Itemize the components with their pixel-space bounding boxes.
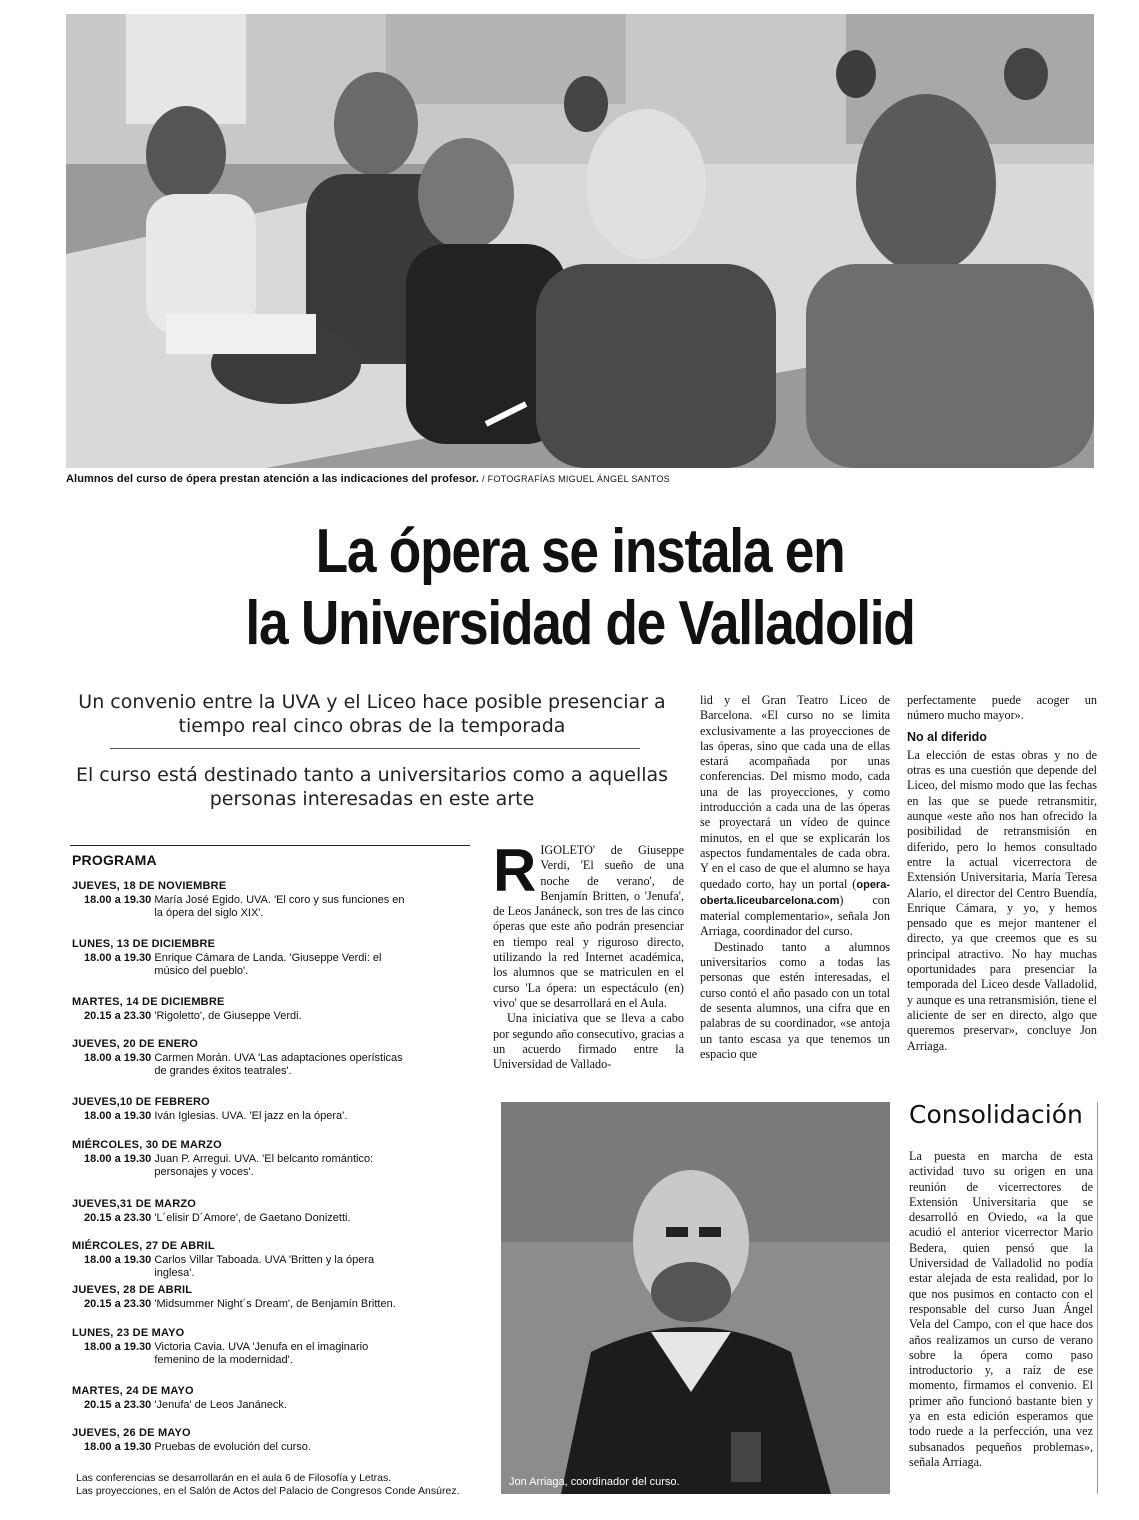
programa-row: [72, 1010, 472, 1024]
programa-date: JUEVES, 18 DE NOVIEMBRE: [72, 880, 227, 892]
programa-item: [72, 1427, 472, 1454]
programa-time: 20.15 a 23.30: [84, 1297, 152, 1310]
programa-item: [72, 1198, 472, 1225]
programa-date: LUNES, 13 DE DICIEMBRE: [72, 938, 216, 950]
programa-item: [72, 1096, 472, 1123]
portrait-photo: [501, 1102, 890, 1494]
programa-footnote: [76, 1472, 496, 1498]
programa-row: [72, 1298, 472, 1312]
programa-description: María José Egido. UVA. 'El coro y sus funciones en la ópera del siglo XIX'.: [154, 893, 405, 919]
programa-description: Carlos Villar Taboada. UVA 'Britten y la ópera inglesa'.: [154, 1253, 375, 1279]
programa-description: Carmen Morán. UVA 'Las adaptaciones operísticas de grandes éxitos teatrales'.: [154, 1051, 403, 1077]
programa-row: [72, 1153, 472, 1180]
programa-item: [72, 1327, 472, 1368]
body-column-1: [493, 837, 684, 1072]
programa-item: [72, 938, 472, 979]
programa-time: 18.00 a 19.30: [84, 951, 152, 964]
programa-item: [72, 1385, 472, 1412]
programa-time: 18.00 a 19.30: [84, 1051, 152, 1064]
footnote-line1: Las conferencias se desarrollarán en el aula 6 de Filosofía y Letras.: [76, 1472, 392, 1484]
programa-row: [72, 894, 472, 921]
programa-date: MIÉRCOLES, 27 DE ABRIL: [72, 1240, 215, 1252]
programa-date: JUEVES, 20 DE ENERO: [72, 1038, 199, 1050]
programa-date: JUEVES, 26 DE MAYO: [72, 1427, 191, 1439]
programa-time: 18.00 a 19.30: [84, 1152, 152, 1165]
sidebar-text: La puesta en marcha de esta actividad tuvo su origen en una reunión de vicerrectores de Extensión Universitaria que se desarrolló en Oviedo, «a la que acudió el anterior vicerrector Mario Bedera, quien pensó que la Universidad de Valladolid no podía estar alejada de esta realidad, por lo que nos pusimos en contacto con el responsable del curso Juan Ángel Vela del Campo, con el que hace dos años realizamos un curso de verano sobre la ópera como paso introductorio y, a raíz de ese momento, firmamos el convenio. El primer año funcionó bastante bien y ya en esta edición esperamos que todo ruede a la perfección, una vez subsanados pequeños problemas», señala Arriaga.: [909, 1149, 1093, 1469]
programa-top-rule: [70, 845, 470, 846]
col3-paragraph-2: La elección de estas obras y no de otras es una cuestión que depende del Liceo, del mismo modo que las fechas en las que se puede retransmitir, aunque «este año nos han ofrecido la posibilidad de retransmisión en diferido, pero lo hemos consultado entre la actual vicerrectora de Extensión Universitaria, María Teresa Alario, el director del Centro Buendía, Enrique Cámara, y yo, y hemos pensado que es mejor mantener el directo, ya que creemos que es su principal atractivo. No hay muchas oportunidades para presenciar la temporada del Liceo desde Valladolid, y aunque es una retransmisión, tiene el aliciente de ser en directo, algo que queremos preservar», concluye Jon Arriaga.: [907, 747, 1097, 1053]
programa-description: Enrique Cámara de Landa. 'Giuseppe Verdi: el músico del pueblo'.: [154, 951, 382, 977]
col2-paragraph-2: Destinado tanto a alumnos universitarios como a todas las personas que estén interesadas, el curso contó el año pasado con un total de sesenta alumnos, una cifra que en palabras de su coordinador, «se antoja un tanto escasa ya que tenemos un espacio que: [700, 939, 890, 1061]
programa-description: Iván Iglesias. UVA. 'El jazz en la ópera'.: [154, 1109, 348, 1122]
portal-url: opera-oberta.liceubarcelona.com: [700, 878, 890, 907]
headline-line2: la Universidad de Valladolid: [245, 589, 915, 658]
programa-time: 20.15 a 23.30: [84, 1398, 152, 1411]
sidebar-rule: [1097, 1102, 1098, 1494]
col2-paragraph-1b: ) con material complementario», señala Jon Arriaga, coordinador del curso.: [700, 892, 890, 939]
col2-paragraph-1a: lid y el Gran Teatro Liceo de Barcelona. «El curso no se limita exclusivamente a las proyecciones de las óperas, sino que cada una de ellas estará acompañada por unas conferencias. Del mismo modo, cada una de las proyecciones, y como introducción a cada una de las óperas se proyectará un vídeo de quince minutos, en el que se explicarán los aspectos fundamentales de cada obra. Y en el caso de que el alumno se haya quedado corto, hay un portal (: [700, 693, 890, 891]
programa-description: Victoria Cavia. UVA 'Jenufa en el imaginario femenino de la modernidad'.: [154, 1340, 369, 1366]
programa-description: 'Midsummer Night´s Dream', de Benjamín Britten.: [154, 1297, 396, 1310]
programa-description: Pruebas de evolución del curso.: [154, 1440, 311, 1453]
programa-item: [72, 1284, 472, 1311]
programa-time: 18.00 a 19.30: [84, 1440, 152, 1453]
programa-item: [72, 996, 472, 1023]
programa-date: JUEVES, 28 DE ABRIL: [72, 1284, 193, 1296]
deck-1: Un convenio entre la UVA y el Liceo hace posible presenciar a tiempo real cinco obras de la temporada: [78, 691, 666, 737]
programa-row: [72, 1399, 472, 1413]
programa-time: 18.00 a 19.30: [84, 1109, 152, 1122]
programa-date: JUEVES,31 DE MARZO: [72, 1198, 197, 1210]
headline-line1: La ópera se instala en: [315, 517, 845, 586]
programa-description: 'L´elisir D´Amore', de Gaetano Donizetti.: [154, 1211, 351, 1224]
programa-time: 20.15 a 23.30: [84, 1009, 152, 1022]
programa-item: [72, 1139, 472, 1180]
portrait-caption: Jon Arriaga, coordinador del curso.: [509, 1476, 680, 1488]
body-column-3: [907, 693, 1097, 1054]
programa-description: Juan P. Arregui. UVA. 'El belcanto romántico: personajes y voces'.: [154, 1152, 374, 1178]
subhead-no-al-diferido: No al diferido: [907, 729, 987, 744]
programa-time: 18.00 a 19.30: [84, 1340, 152, 1353]
footnote-line2: Las proyecciones, en el Salón de Actos del Palacio de Congresos Conde Ansúrez.: [76, 1485, 460, 1497]
body-column-2: [700, 693, 890, 1062]
programa-item: [72, 1038, 472, 1079]
programa-row: [72, 1341, 472, 1368]
photo-caption: [66, 473, 966, 485]
sidebar-title: Consolidación: [909, 1100, 1083, 1129]
programa-description: 'Jenufa' de Leos Janáneck.: [154, 1398, 287, 1411]
programa-row: [72, 1441, 472, 1455]
programa-time: 20.15 a 23.30: [84, 1211, 152, 1224]
programa-time: 18.00 a 19.30: [84, 1253, 152, 1266]
programa-row: [72, 1212, 472, 1226]
deck-divider: [110, 748, 640, 749]
col1-paragraph-1: IGOLETO' de Giuseppe Verdi, 'El sueño de una noche de verano', de Benjamín Britten, o 'Jenufa', de Leos Janáneck, son tres de las cinco óperas que este año podrán presenciar en tiempo real y riguroso directo, utilizando la red Internet académica, los alumnos que se matriculen en el curso 'La ópera: un espectáculo (en) vivo' que se desarrollará en el Aula.: [493, 843, 684, 1010]
programa-item: [72, 880, 472, 921]
classroom-photo: [66, 14, 1094, 468]
programa-row: [72, 952, 472, 979]
programa-item: [72, 1240, 472, 1281]
programa-description: 'Rigoletto', de Giuseppe Verdi.: [154, 1009, 302, 1022]
programa-date: LUNES, 23 DE MAYO: [72, 1327, 185, 1339]
col3-paragraph-1: perfectamente puede acoger un número mucho mayor».: [907, 693, 1097, 723]
programa-time: 18.00 a 19.30: [84, 893, 152, 906]
photo-credit: / FOTOGRAFÍAS MIGUEL ÁNGEL SANTOS: [482, 474, 670, 484]
deck-2: El curso está destinado tanto a universitarios como a aquellas personas interesadas en este arte: [75, 764, 669, 810]
headline: [141, 516, 1018, 660]
programa-date: MIÉRCOLES, 30 DE MARZO: [72, 1139, 222, 1151]
programa-date: MARTES, 14 DE DICIEMBRE: [72, 996, 225, 1008]
caption-text: Alumnos del curso de ópera prestan atención a las indicaciones del profesor.: [66, 473, 479, 485]
programa-row: [72, 1052, 472, 1079]
programa-title: PROGRAMA: [72, 852, 157, 868]
col1-paragraph-2: Una iniciativa que se lleva a cabo por segundo año consecutivo, gracias a un acuerdo firmado entre la Universidad de Vallado-: [493, 1011, 684, 1072]
programa-date: MARTES, 24 DE MAYO: [72, 1385, 194, 1397]
programa-row: [72, 1254, 472, 1281]
programa-row: [72, 1110, 472, 1124]
programa-date: JUEVES,10 DE FEBRERO: [72, 1096, 210, 1108]
drop-cap: R: [493, 837, 537, 904]
